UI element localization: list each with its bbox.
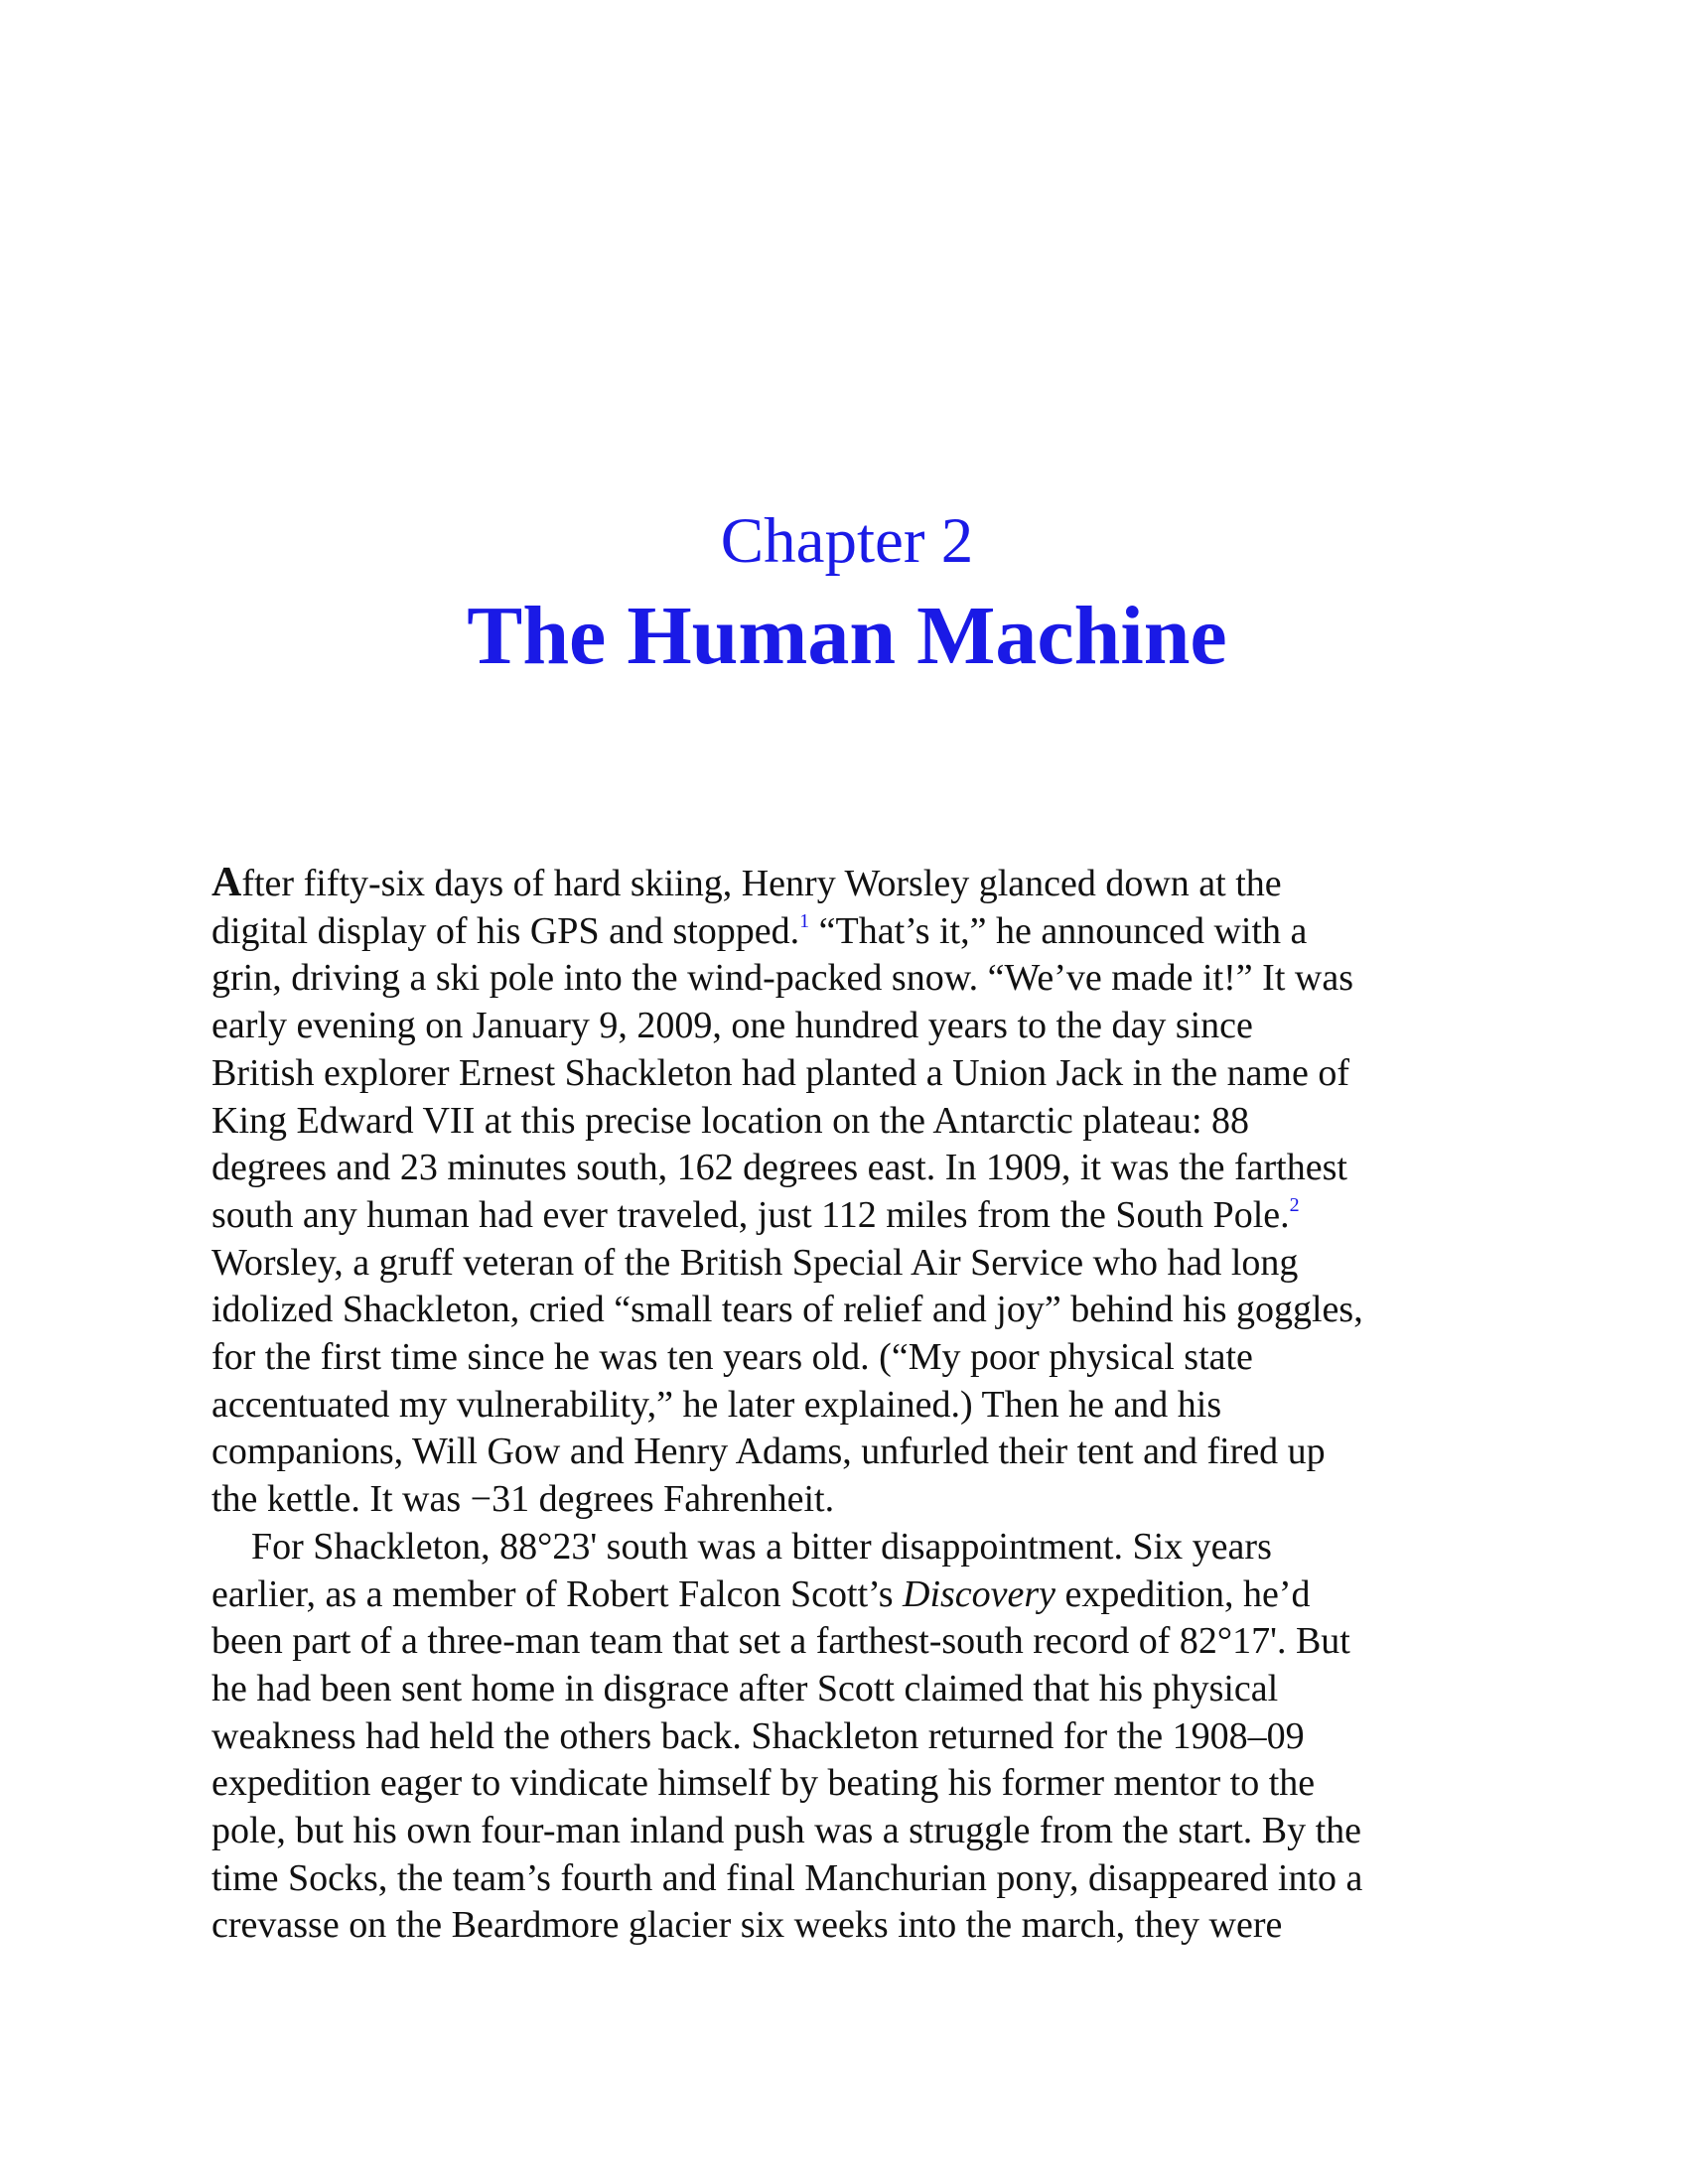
text-line: pole, but his own four-man inland push was a struggle from the start. By the: [211, 1810, 1362, 1852]
text-line: been part of a three-man team that set a farthest-south record of 82°17'. But: [211, 1620, 1350, 1663]
text-span: “That’s it,” he announced with a: [809, 909, 1308, 952]
chapter-title: The Human Machine: [467, 590, 1227, 682]
text-span: expedition, he’d: [1055, 1572, 1311, 1615]
text-line: expedition eager to vindicate himself by beating his former mentor to the: [211, 1762, 1316, 1805]
text-line: British explorer Ernest Shackleton had planted a Union Jack in the name of: [211, 1051, 1350, 1094]
text-line: he had been sent home in disgrace after Scott claimed that his physical: [211, 1667, 1279, 1709]
chapter-header: [0, 501, 1688, 686]
text-span: digital display of his GPS and stopped.: [211, 909, 800, 952]
text-line: King Edward VII at this precise location on the Antarctic plateau: 88: [211, 1099, 1250, 1142]
text-line: idolized Shackleton, cried “small tears of relief and joy” behind his goggles,: [211, 1289, 1363, 1331]
text-span: earlier, as a member of Robert Falcon Scott’s: [211, 1572, 903, 1615]
body-text: [211, 860, 1492, 1950]
footnote-ref-1[interactable]: 1: [799, 909, 810, 932]
ship-name-italic: Discovery: [903, 1572, 1056, 1615]
text-line: [211, 860, 1492, 908]
text-line: the kettle. It was −31 degrees Fahrenheit.: [211, 1478, 835, 1521]
text-line: [211, 908, 1492, 956]
text-line: weakness had held the others back. Shackleton returned for the 1908–09: [211, 1714, 1305, 1757]
text-line: Worsley, a gruff veteran of the British Special Air Service who had long: [211, 1241, 1299, 1284]
text-line: [211, 1192, 1492, 1240]
text-line: For Shackleton, 88°23' south was a bitter disappointment. Six years: [251, 1525, 1272, 1568]
text-line: grin, driving a ski pole into the wind-packed snow. “We’ve made it!” It was: [211, 957, 1353, 1000]
text-span: fter fifty-six days of hard skiing, Henry Worsley glanced down at the: [241, 863, 1282, 904]
text-line: companions, Will Gow and Henry Adams, unfurled their tent and fired up: [211, 1431, 1326, 1473]
drop-initial: A: [211, 860, 242, 905]
text-line: [211, 1571, 1492, 1619]
text-line: accentuated my vulnerability,” he later explained.) Then he and his: [211, 1383, 1222, 1426]
text-span: south any human had ever traveled, just 112 miles from the South Pole.: [211, 1193, 1290, 1236]
chapter-label: Chapter 2: [720, 505, 974, 577]
text-line: crevasse on the Beardmore glacier six weeks into the march, they were: [211, 1904, 1283, 1947]
footnote-ref-2[interactable]: 2: [1289, 1193, 1300, 1216]
text-line: degrees and 23 minutes south, 162 degrees east. In 1909, it was the farthest: [211, 1147, 1347, 1189]
text-line: for the first time since he was ten years old. (“My poor physical state: [211, 1336, 1253, 1379]
text-line: early evening on January 9, 2009, one hundred years to the day since: [211, 1005, 1253, 1047]
text-line: time Socks, the team’s fourth and final Manchurian pony, disappeared into a: [211, 1856, 1363, 1899]
